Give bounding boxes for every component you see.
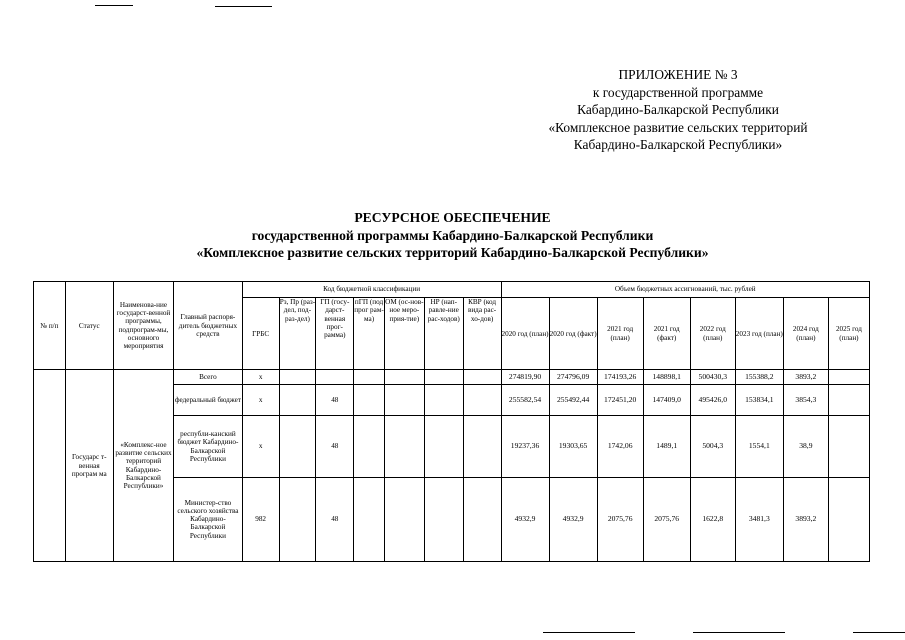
cell-value: 274819,90 — [501, 370, 549, 385]
cell-value — [828, 385, 869, 416]
cell-num — [34, 370, 66, 562]
cell-rz — [279, 370, 316, 385]
cell-rz — [279, 477, 316, 561]
cell-value: 255492,44 — [549, 385, 597, 416]
header-year: 2021 год (план) — [597, 298, 643, 370]
cell-grbs: х — [242, 370, 279, 385]
cell-gp: 48 — [316, 416, 354, 477]
cell-nr — [424, 477, 463, 561]
header-pgp: пГП (под прог рам-ма) — [354, 298, 385, 370]
cell-gp: 48 — [316, 477, 354, 561]
cell-value: 1489,1 — [643, 416, 690, 477]
cell-value: 2075,76 — [597, 477, 643, 561]
cell-value: 1554,1 — [735, 416, 783, 477]
cell-value: 495426,0 — [690, 385, 735, 416]
header-year: 2022 год (план) — [690, 298, 735, 370]
cell-grbs: 982 — [242, 477, 279, 561]
cell-value: 4932,9 — [549, 477, 597, 561]
cell-kvr — [463, 370, 501, 385]
cell-pgp — [354, 477, 385, 561]
cell-value: 5004,3 — [690, 416, 735, 477]
cell-value: 4932,9 — [501, 477, 549, 561]
cell-grbs: х — [242, 385, 279, 416]
appendix-line: Кабардино-Балкарской Республики» — [573, 137, 783, 152]
table-row — [34, 370, 870, 385]
header-year: 2023 год (план) — [735, 298, 783, 370]
cell-value: 174193,26 — [597, 370, 643, 385]
header-year: 2025 год (план) — [828, 298, 869, 370]
cell-kvr — [463, 416, 501, 477]
cell-status: Государс т-венная програм ма — [65, 370, 113, 562]
header-nr: НР (нап-равле-ние рас-ходов) — [424, 298, 463, 370]
cell-manager: Всего — [174, 370, 243, 385]
cell-value: 153834,1 — [735, 385, 783, 416]
header-om: ОМ (ос-нов-ное меро-прия-тие) — [384, 298, 424, 370]
scan-artifact — [95, 5, 133, 6]
scan-artifact — [543, 632, 635, 633]
cell-value — [828, 370, 869, 385]
header-rz: Рз, Пр (раз-дел, под-раз-дел) — [279, 298, 316, 370]
cell-value: 19237,36 — [501, 416, 549, 477]
cell-gp — [316, 370, 354, 385]
appendix-line: ПРИЛОЖЕНИЕ № 3 — [618, 67, 738, 82]
cell-pgp — [354, 385, 385, 416]
header-volume: Объем бюджетных ассигнований, тыс. рублей — [501, 282, 870, 298]
cell-value: 1622,8 — [690, 477, 735, 561]
cell-value: 274796,09 — [549, 370, 597, 385]
header-year: 2021 год (факт) — [643, 298, 690, 370]
title-line: «Комплексное развитие сельских территорий Кабардино-Балкарской Республики» — [196, 245, 709, 260]
scan-artifact — [853, 632, 905, 633]
cell-om — [384, 477, 424, 561]
cell-nr — [424, 416, 463, 477]
header-kvr: КВР (код вида рас-хо-дов) — [463, 298, 501, 370]
cell-grbs: х — [242, 416, 279, 477]
title-line: государственной программы Кабардино-Балкарской Республики — [251, 227, 654, 243]
header-num: № п/п — [34, 282, 66, 370]
cell-om — [384, 370, 424, 385]
appendix-line: к государственной программе — [592, 84, 764, 100]
header-manager: Главный распоря-дитель бюджетных средств — [174, 282, 243, 370]
cell-value: 3481,3 — [735, 477, 783, 561]
cell-value: 148898,1 — [643, 370, 690, 385]
cell-value: 38,9 — [783, 416, 828, 477]
cell-kvr — [463, 477, 501, 561]
resource-table — [33, 281, 870, 562]
cell-gp: 48 — [316, 385, 354, 416]
scan-artifact — [215, 6, 272, 7]
cell-kvr — [463, 385, 501, 416]
cell-rz — [279, 416, 316, 477]
cell-value: 3893,2 — [783, 370, 828, 385]
cell-manager: федеральный бюджет — [174, 385, 243, 416]
cell-value: 255582,54 — [501, 385, 549, 416]
header-grbs: ГРБС — [242, 298, 279, 370]
header-year: 2024 год (план) — [783, 298, 828, 370]
cell-nr — [424, 385, 463, 416]
cell-value: 155388,2 — [735, 370, 783, 385]
cell-value: 500430,3 — [690, 370, 735, 385]
header-name: Наименова-ние государст-венной программы, подпрограм-мы, основного мероприятия — [113, 282, 173, 370]
cell-pgp — [354, 416, 385, 477]
scan-artifact — [693, 632, 785, 633]
header-year: 2020 год (факт) — [549, 298, 597, 370]
cell-program-name: «Комплекс-ное развитие сельских территорий Кабардино-Балкарской Республики» — [113, 370, 173, 562]
cell-value: 19303,65 — [549, 416, 597, 477]
cell-om — [384, 385, 424, 416]
cell-pgp — [354, 370, 385, 385]
cell-value — [828, 477, 869, 561]
header-gp: ГП (госу-дарст-венная прог-рамма) — [316, 298, 354, 370]
document-title — [0, 209, 905, 262]
appendix-header — [528, 66, 828, 154]
cell-value: 147409,0 — [643, 385, 690, 416]
cell-manager: республи-канский бюджет Кабардино-Балкарской Республики — [174, 416, 243, 477]
cell-value: 2075,76 — [643, 477, 690, 561]
cell-value: 3854,3 — [783, 385, 828, 416]
cell-value: 172451,20 — [597, 385, 643, 416]
header-year: 2020 год (план) — [501, 298, 549, 370]
header-status: Статус — [65, 282, 113, 370]
cell-om — [384, 416, 424, 477]
cell-manager: Министер-ство сельского хозяйства Кабардино-Балкарской Республики — [174, 477, 243, 561]
cell-rz — [279, 385, 316, 416]
header-budget-codes: Код бюджетной классификации — [242, 282, 501, 298]
cell-value: 1742,06 — [597, 416, 643, 477]
title-line: РЕСУРСНОЕ ОБЕСПЕЧЕНИЕ — [354, 210, 551, 225]
cell-value — [828, 416, 869, 477]
cell-value: 3893,2 — [783, 477, 828, 561]
cell-nr — [424, 370, 463, 385]
appendix-line: Кабардино-Балкарской Республики — [577, 102, 779, 117]
appendix-line: «Комплексное развитие сельских территорий — [548, 119, 808, 135]
